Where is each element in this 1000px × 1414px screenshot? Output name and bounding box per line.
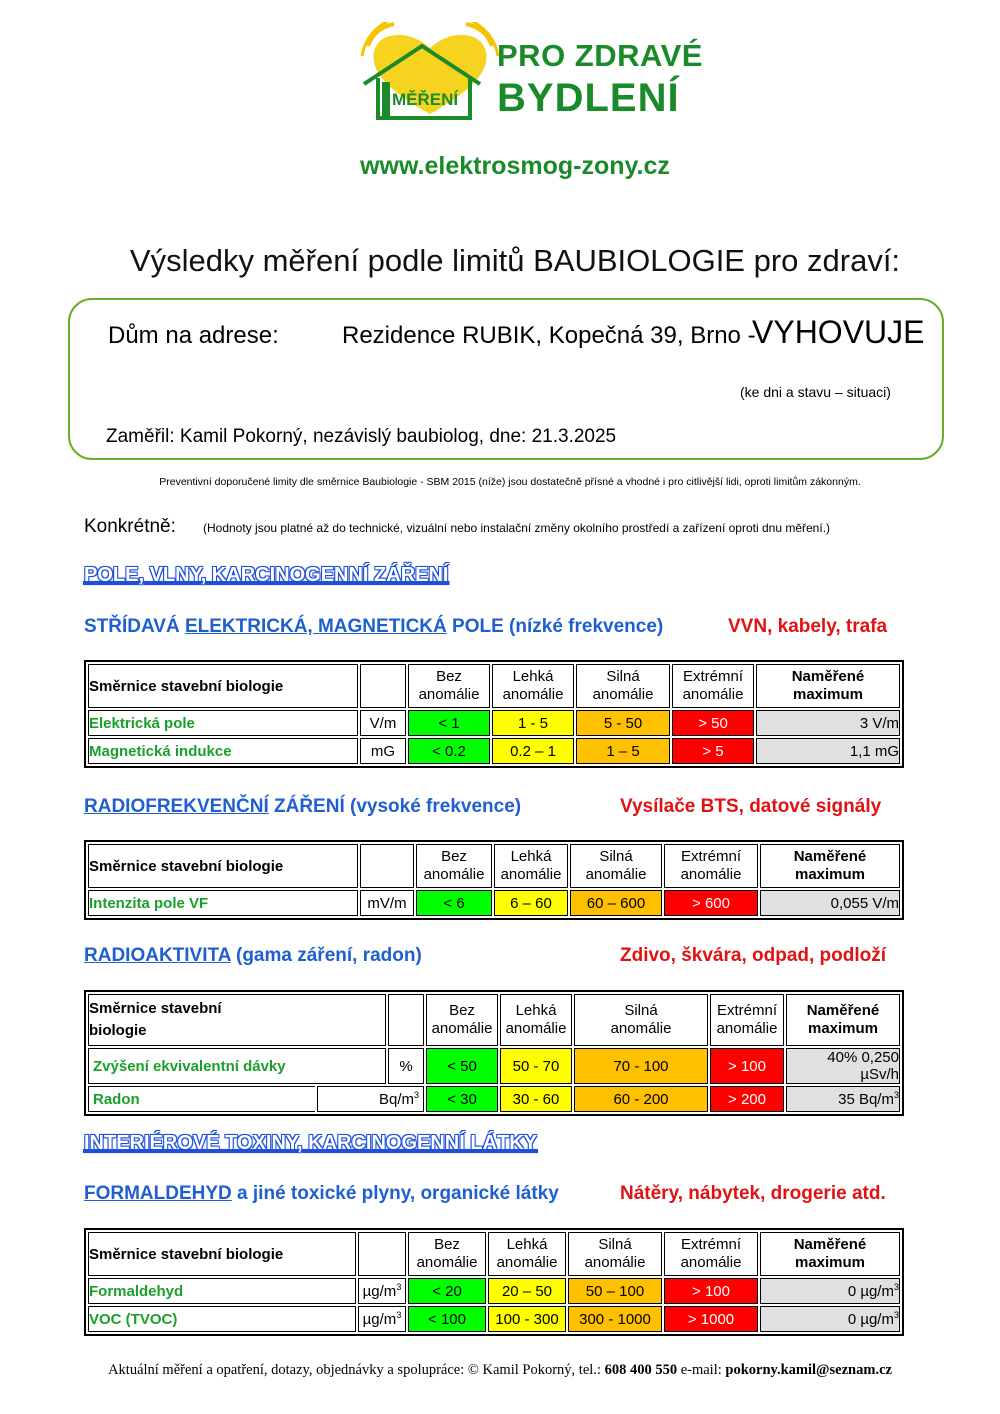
cell-max: 0 $\mu g/m^3$: [760, 1306, 900, 1332]
rf-header-strong: Silná anomálie: [570, 844, 662, 888]
cell-extreme: > 100: [710, 1048, 784, 1084]
cell-slight: 50 - 70: [500, 1048, 572, 1084]
cell-slight: 6 – 60: [494, 890, 568, 916]
lf-header-strong: Silná anomálie: [576, 664, 670, 708]
ra-header-extreme: Extrémní anomálie: [710, 994, 784, 1046]
cell-strong: 70 - 100: [574, 1048, 708, 1084]
cell-strong: 300 - 1000: [568, 1306, 662, 1332]
ra-header-strong: Silná anomálie: [574, 994, 708, 1046]
row-unit: mG: [360, 738, 406, 764]
rf-header-unit: [360, 844, 414, 888]
row-unit: mV/m: [360, 890, 414, 916]
lf-header-max: Naměřené maximum: [756, 664, 900, 708]
lf-table: [84, 660, 904, 768]
fm-table: [84, 1228, 904, 1336]
cell-max: 40% 0,250 µSv/h: [786, 1048, 900, 1084]
row-name: Intenzita pole VF: [88, 890, 358, 916]
cell-none: < 6: [416, 890, 492, 916]
table-row: [88, 1278, 900, 1304]
ra-sources: Zdivo, škvára, odpad, podloží: [620, 945, 887, 966]
lf-sources: VVN, kabely, trafa: [728, 616, 888, 637]
fm-subheading: [84, 1183, 559, 1205]
rf-sources: Vysílače BTS, datové signály: [620, 796, 882, 817]
cell-slight: 20 – 50: [488, 1278, 566, 1304]
cell-max: 0,055 V/m: [760, 890, 900, 916]
cell-extreme: > 100: [664, 1278, 758, 1304]
footer-phone[interactable]: 608 400 550: [604, 1362, 678, 1378]
lf-header-none: Bez anomálie: [408, 664, 490, 708]
footer-email[interactable]: pokorny.kamil@seznam.cz: [725, 1362, 892, 1378]
ra-sub-b: (gama záření, radon): [230, 945, 422, 966]
cell-extreme: > 600: [664, 890, 758, 916]
fm-header-strong: Silná anomálie: [568, 1232, 662, 1276]
cell-none: < 20: [408, 1278, 486, 1304]
lf-header-unit: [360, 664, 406, 708]
lf-sub-b: ELEKTRICKÁ, MAGNETICKÁ: [184, 616, 447, 637]
row-name: VOC (TVOC): [88, 1306, 356, 1332]
row-name: Zvýšení ekvivalentní dávky: [88, 1048, 386, 1084]
row-unit: $\mu g/m^3$: [358, 1278, 406, 1304]
ra-subheading: [84, 945, 422, 967]
ra-header-max: Naměřené maximum: [786, 994, 900, 1046]
row-name: Elektrická pole: [88, 710, 358, 736]
row-unit: %: [388, 1048, 424, 1084]
fm-header-guideline: Směrnice stavební biologie: [88, 1232, 356, 1276]
cell-max: 3 V/m: [756, 710, 900, 736]
rf-header-max: Naměřené maximum: [760, 844, 900, 888]
row-unit: $Bq/m^3$: [317, 1086, 424, 1112]
ra-table: [84, 990, 904, 1116]
cell-none: < 100: [408, 1306, 486, 1332]
cell-slight: 0.2 – 1: [492, 738, 574, 764]
measured-by: Zaměřil: Kamil Pokorný, nezávislý baubiolog, dne: 21.3.2025: [106, 426, 617, 447]
table-row: [88, 738, 900, 764]
cell-extreme: > 5: [672, 738, 754, 764]
website-link[interactable]: www.elektrosmog-zony.cz: [360, 152, 670, 180]
row-unit: V/m: [360, 710, 406, 736]
table-row: [88, 710, 900, 736]
rf-sub-b: ZÁŘENÍ (vysoké frekvence): [268, 796, 522, 817]
lf-sub-a: STŘÍDAVÁ: [84, 616, 185, 637]
section-fields-heading: POLE, VLNY, KARCINOGENNÍ ZÁŘENÍ: [84, 564, 449, 586]
logo-line2: BYDLENÍ: [497, 76, 680, 120]
address-verdict: VYHOVUJE: [752, 314, 925, 350]
row-name: Magnetická indukce: [88, 738, 358, 764]
cell-slight: 100 - 300: [488, 1306, 566, 1332]
house-heart-logo-icon: [360, 22, 500, 132]
cell-strong: 60 – 600: [570, 890, 662, 916]
cell-none: < 1: [408, 710, 490, 736]
cell-strong: 50 – 100: [568, 1278, 662, 1304]
rf-subheading: [84, 796, 521, 818]
row-unit: $\mu g/m^3$: [358, 1306, 406, 1332]
logo-house-label: MĚŘENÍ: [392, 90, 459, 109]
lf-header-slight: Lehká anomálie: [492, 664, 574, 708]
cell-extreme: > 200: [710, 1086, 784, 1112]
cell-strong: 60 - 200: [574, 1086, 708, 1112]
rf-header-guideline: Směrnice stavební biologie: [88, 844, 358, 888]
page-title: Výsledky měření podle limitů BAUBIOLOGIE pro zdraví:: [129, 243, 901, 278]
fm-sources: Nátěry, nábytek, drogerie atd.: [620, 1183, 886, 1204]
ra-header-slight: Lehká anomálie: [500, 994, 572, 1046]
address-value: Rezidence RUBIK, Kopečná 39, Brno -: [342, 322, 756, 349]
rf-sub-a: RADIOFREKVENČNÍ: [84, 796, 269, 817]
footer-email-label: e-mail:: [677, 1362, 726, 1378]
ra-header-guideline: Směrnice stavební biologie: [88, 994, 386, 1046]
cell-none: < 50: [426, 1048, 498, 1084]
footer: [0, 1362, 1000, 1379]
rf-header-none: Bez anomálie: [416, 844, 492, 888]
fm-header-extreme: Extrémní anomálie: [664, 1232, 758, 1276]
rf-table: [84, 840, 904, 920]
address-label: Dům na adrese:: [108, 322, 279, 349]
cell-slight: 30 - 60: [500, 1086, 572, 1112]
table-row: [88, 1086, 900, 1112]
logo-line1: PRO ZDRAVÉ: [497, 38, 703, 73]
preventive-note: Preventivní doporučené limity dle směrnice Baubiologie - SBM 2015 (níže) jsou dostatečně přísné a vhodné i pro citlivější lidi, oproti limitům zákonným.: [159, 476, 861, 488]
fm-header-max: Naměřené maximum: [760, 1232, 900, 1276]
cell-extreme: > 1000: [664, 1306, 758, 1332]
fm-sub-a: FORMALDEHYD: [84, 1183, 232, 1204]
fm-header-unit: [358, 1232, 406, 1276]
row-name: Formaldehyd: [88, 1278, 356, 1304]
table-row: [88, 890, 900, 916]
address-note: (ke dni a stavu – situaci): [740, 384, 891, 400]
cell-none: < 0.2: [408, 738, 490, 764]
konkretne-note: (Hodnoty jsou platné až do technické, vizuální nebo instalační změny okolního prostředí a zařízení oproti dnu měření.): [203, 521, 831, 535]
lf-header-extreme: Extrémní anomálie: [672, 664, 754, 708]
cell-strong: 1 – 5: [576, 738, 670, 764]
cell-max: 35 $Bq/m^3$: [786, 1086, 900, 1112]
footer-text: Aktuální měření a opatření, dotazy, objednávky a spolupráce: © Kamil Pokorný, tel.:: [108, 1362, 605, 1378]
lf-subheading: [84, 616, 663, 638]
rf-header-slight: Lehká anomálie: [494, 844, 568, 888]
ra-header-unit: [388, 994, 424, 1046]
table-row: [88, 1048, 900, 1084]
cell-strong: 5 - 50: [576, 710, 670, 736]
cell-max: 1,1 mG: [756, 738, 900, 764]
cell-none: < 30: [426, 1086, 498, 1112]
ra-header-none: Bez anomálie: [426, 994, 498, 1046]
cell-slight: 1 - 5: [492, 710, 574, 736]
fm-header-slight: Lehká anomálie: [488, 1232, 566, 1276]
row-name: Radon: [88, 1086, 315, 1112]
konkretne-label: Konkrétně:: [84, 516, 176, 537]
rf-header-extreme: Extrémní anomálie: [664, 844, 758, 888]
table-row: [88, 1306, 900, 1332]
cell-extreme: > 50: [672, 710, 754, 736]
cell-max: 0 $\mu g/m^3$: [760, 1278, 900, 1304]
fm-header-none: Bez anomálie: [408, 1232, 486, 1276]
lf-header-guideline: Směrnice stavební biologie: [88, 664, 358, 708]
fm-sub-b: a jiné toxické plyny, organické látky: [231, 1183, 559, 1204]
lf-sub-c: POLE (nízké frekvence): [446, 616, 664, 637]
ra-sub-a: RADIOAKTIVITA: [84, 945, 231, 966]
section-toxins-heading: INTERIÉROVÉ TOXINY, KARCINOGENNÍ LÁTKY: [84, 1132, 538, 1154]
